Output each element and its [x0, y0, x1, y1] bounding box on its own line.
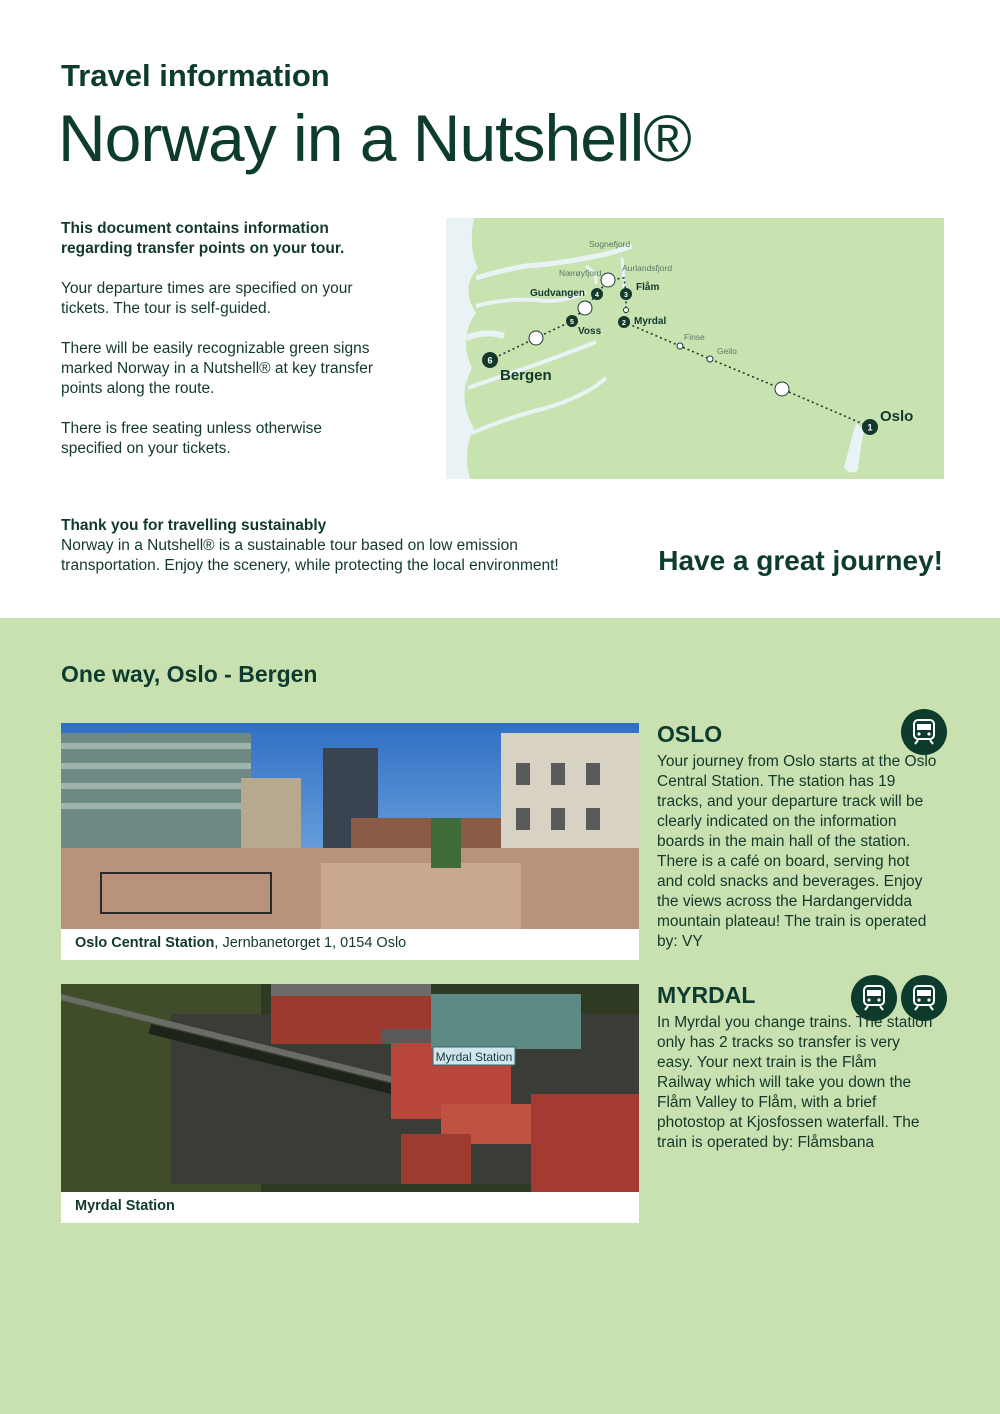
- route-section: [0, 618, 1000, 1414]
- intro-paragraph-3: There is free seating unless otherwise specified on your tickets.: [61, 420, 323, 457]
- map-label-finse: Finse: [684, 332, 705, 342]
- map-label-naeroyfjord: Nærøyfjord: [559, 268, 602, 278]
- map-label-bergen: Bergen: [500, 367, 552, 384]
- stop-number-bergen: 6: [487, 355, 493, 366]
- map-label-geilo: Geilo: [717, 346, 737, 356]
- map-label-flam: Flåm: [636, 282, 660, 293]
- myrdal-photo-caption: [61, 1192, 639, 1223]
- oslo-caption-address: , Jernbanetorget 1, 0154 Oslo: [214, 935, 407, 951]
- oslo-photo-caption: [61, 929, 639, 960]
- oslo-stop-title: OSLO: [657, 721, 723, 747]
- route-map: [446, 218, 944, 479]
- document-title: Norway in a Nutshell®: [58, 101, 691, 175]
- myrdal-photo-sign: Myrdal Station: [435, 1050, 513, 1064]
- sustainability-heading: Thank you for travelling sustainably: [61, 517, 327, 534]
- document-kicker: Travel information: [61, 58, 330, 93]
- train-icon: [901, 709, 947, 755]
- map-label-myrdal: Myrdal: [634, 316, 667, 327]
- oslo-station-photo: [61, 723, 639, 929]
- stop-number-voss: 5: [570, 319, 574, 326]
- stop-number-oslo: 1: [867, 422, 873, 433]
- myrdal-station-photo: [61, 984, 639, 1192]
- oslo-photo-card: [61, 723, 639, 960]
- intro-paragraph-2: There will be easily recognizable green signs marked Norway in a Nutshell® at key transfer points along the route.: [61, 340, 374, 397]
- sustainability-text: Norway in a Nutshell® is a sustainable tour based on low emission transportation. Enjoy the scenery, while protecting the local environment!: [61, 537, 559, 574]
- map-label-sognefjord: Sognefjord: [589, 239, 631, 249]
- intro-text: [61, 219, 381, 479]
- header-section: [0, 0, 1000, 618]
- myrdal-caption-station: Myrdal Station: [75, 1198, 175, 1214]
- oslo-stop-description: Your journey from Oslo starts at the Oslo Central Station. The station has 19 tracks, and your departure track will be clearly indicated on the information boards in the main hall of the station. There is a café on board, serving hot and cold snacks and beverages. Enjoy the views across the Hardangervidda mountain plateau! The train is operated by: VY: [657, 753, 937, 950]
- myrdal-stop-title: MYRDAL: [657, 982, 756, 1008]
- greeting: Have a great journey!: [658, 545, 943, 576]
- route-title: One way, Oslo - Bergen: [61, 661, 318, 687]
- myrdal-stop-description: In Myrdal you change trains. The station only has 2 tracks so transfer is very easy. Your next train is the Flåm Railway which will take you down the Flåm Valley to Flåm, with a brief photostop at Kjosfossen waterfall. The train is operated by: Flåmsbana: [657, 1014, 933, 1151]
- intro-lead: This document contains information regarding transfer points on your tour.: [61, 220, 345, 257]
- myrdal-photo-card: [61, 984, 639, 1223]
- map-label-aurlandsfjord: Aurlandsfjord: [622, 263, 673, 273]
- map-label-voss: Voss: [578, 326, 602, 337]
- stop-number-gudvangen: 4: [595, 292, 599, 299]
- stop-number-flam: 3: [624, 292, 628, 299]
- route-map-graphic: [446, 218, 944, 479]
- map-label-gudvangen: Gudvangen: [530, 288, 586, 299]
- intro-paragraph-1: Your departure times are specified on your tickets. The tour is self-guided.: [61, 280, 353, 317]
- oslo-caption-station: Oslo Central Station: [75, 935, 215, 951]
- stop-number-myrdal: 2: [622, 320, 626, 327]
- map-label-oslo: Oslo: [880, 408, 914, 425]
- sustainability-note: [61, 516, 621, 576]
